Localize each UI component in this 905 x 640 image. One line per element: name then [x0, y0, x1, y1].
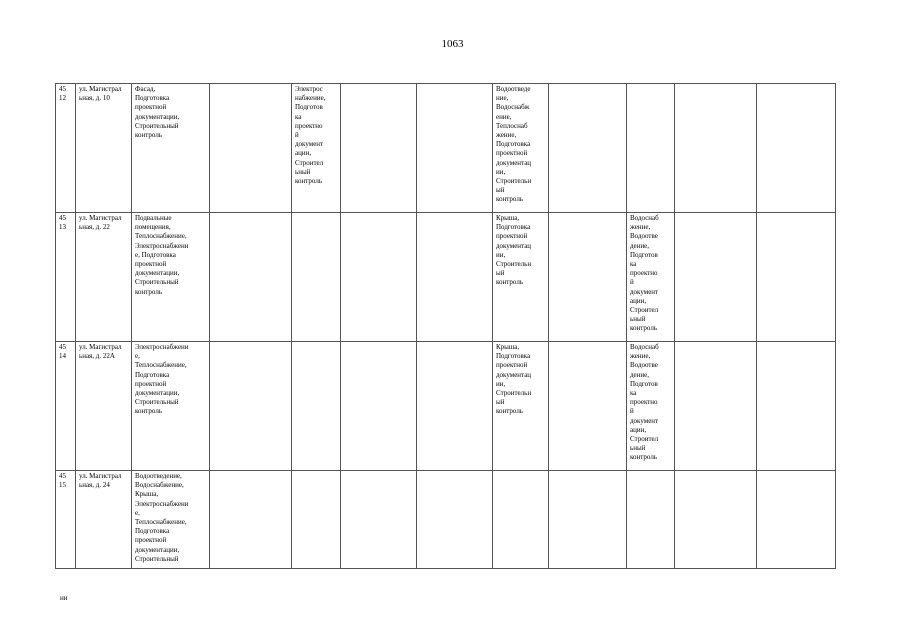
table-row: [56, 84, 836, 213]
cell-col11: [675, 84, 757, 213]
address-cell: ул. Магистрал ьная, д. 22А: [76, 342, 132, 471]
cell-col9: [549, 213, 627, 342]
cell-col8: Крыша, Подготовка проектной документац ии, Строительн ый контроль: [493, 342, 549, 471]
cell-col7: [417, 471, 493, 569]
cell-col9: [549, 471, 627, 569]
cell-col12: [757, 84, 836, 213]
cell-col12: [757, 342, 836, 471]
table-row: [56, 471, 836, 569]
works-table: [55, 83, 836, 569]
cell-col11: [675, 471, 757, 569]
cell-col4: [210, 84, 292, 213]
cell-col9: [549, 84, 627, 213]
cell-col12: [757, 471, 836, 569]
address-cell: ул. Магистрал ьная, д. 24: [76, 471, 132, 569]
page-number: 1063: [441, 38, 464, 50]
cell-col10: [627, 471, 675, 569]
cell-col6: [341, 471, 417, 569]
table-row: [56, 342, 836, 471]
cell-col11: [675, 213, 757, 342]
cell-col8: Водоотведе ние, Водоснабж ение, Теплоснаб жение, Подготовка проектной документац ии, Строительн ый контроль: [493, 84, 549, 213]
cell-col5: [292, 342, 341, 471]
cell-col9: [549, 342, 627, 471]
table-row: [56, 213, 836, 342]
cell-col8: [493, 471, 549, 569]
cell-col5: Электрос набжение, Подготов ка проектно й документ ации, Строител ьный контроль: [292, 84, 341, 213]
cell-col7: [417, 213, 493, 342]
row-number: 45 13: [56, 213, 76, 342]
cell-col8: Крыша, Подготовка проектной документац ии, Строительн ый контроль: [493, 213, 549, 342]
address-cell: ул. Магистрал ьная, д. 10: [76, 84, 132, 213]
footer-note: ни: [60, 594, 68, 602]
cell-col11: [675, 342, 757, 471]
cell-col6: [341, 213, 417, 342]
works-cell: Фасад, Подготовка проектной документации, Строительный контроль: [132, 84, 210, 213]
cell-col6: [341, 342, 417, 471]
cell-col7: [417, 84, 493, 213]
address-cell: ул. Магистрал ьная, д. 22: [76, 213, 132, 342]
cell-col10: [627, 84, 675, 213]
cell-col6: [341, 84, 417, 213]
row-number: 45 12: [56, 84, 76, 213]
cell-col10: Водоснаб жение, Водоотве дение, Подготов ка проектно й документ ации, Строител ьный контроль: [627, 342, 675, 471]
cell-col4: [210, 213, 292, 342]
cell-col4: [210, 471, 292, 569]
works-cell: Электроснабжени е, Теплоснабжение, Подготовка проектной документации, Строительный контроль: [132, 342, 210, 471]
cell-col5: [292, 213, 341, 342]
cell-col12: [757, 213, 836, 342]
cell-col5: [292, 471, 341, 569]
cell-col7: [417, 342, 493, 471]
works-cell: Водоотведение, Водоснабжение, Крыша, Электроснабжени е, Теплоснабжение, Подготовка проектной документации, Строительный: [132, 471, 210, 569]
row-number: 45 14: [56, 342, 76, 471]
cell-col4: [210, 342, 292, 471]
cell-col10: Водоснаб жение, Водоотве дение, Подготов ка проектно й документ ации, Строител ьный контроль: [627, 213, 675, 342]
works-cell: Подвальные помещения, Теплоснабжение, Электроснабжени е, Подготовка проектной документации, Строительный контроль: [132, 213, 210, 342]
row-number: 45 15: [56, 471, 76, 569]
